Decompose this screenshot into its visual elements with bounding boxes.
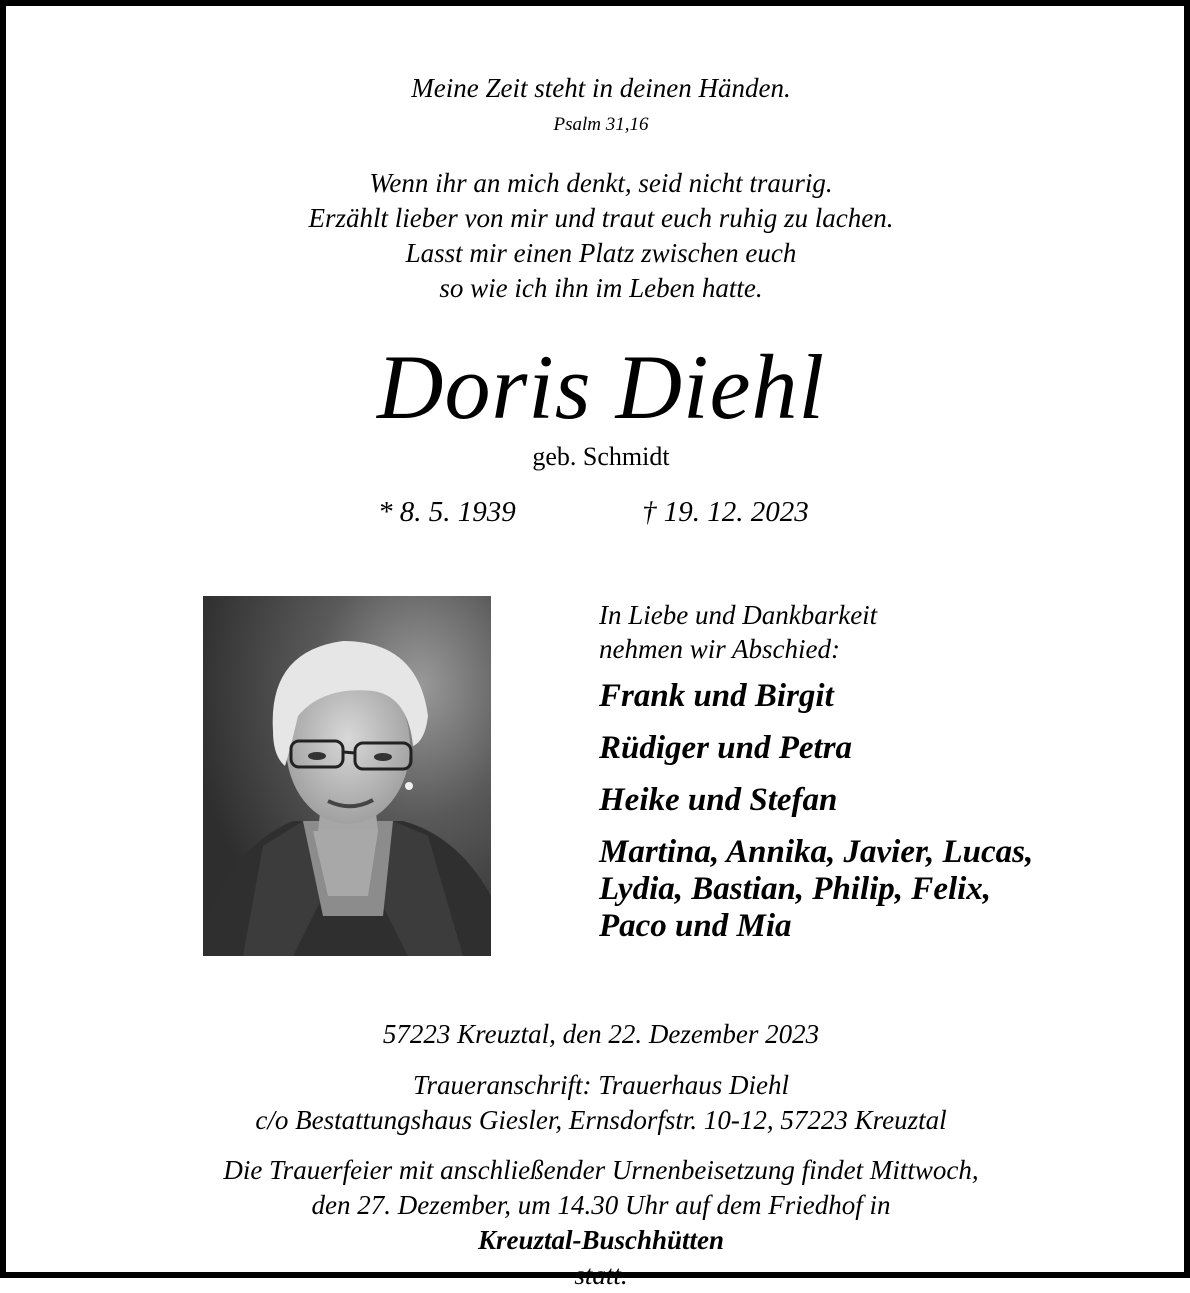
bible-verse: Meine Zeit steht in deinen Händen. [411,73,791,103]
poem-line: Erzählt lieber von mir und traut euch ruhig zu lachen. [308,203,894,233]
ceremony-text: statt. [574,1260,628,1290]
mourner-group [599,782,1033,819]
mourner-group [599,678,1033,715]
poem-line: Lasst mir einen Platz zwischen euch [405,238,797,268]
maiden-name: geb. Schmidt [532,442,670,471]
mourner-line: Rüdiger und Petra [599,730,853,766]
mourner-line: Lydia, Bastian, Philip, Felix, [599,871,992,907]
death-date: † 19. 12. 2023 [642,496,809,528]
mourner-group [599,834,1033,945]
poem-line: so wie ich ihn im Leben hatte. [439,273,763,303]
mourners-list [599,678,1033,960]
address-line: c/o Bestattungshaus Giesler, Ernsdorfstr. 10-12, 57223 Kreuztal [255,1105,947,1135]
portrait-illustration [203,596,491,956]
intro-line: nehmen wir Abschied: [599,634,840,664]
portrait-photo [203,596,491,956]
address-line: Traueranschrift: Trauerhaus Diehl [412,1070,790,1100]
place-and-date: 57223 Kreuztal, den 22. Dezember 2023 [382,1019,820,1049]
poem [6,166,1190,306]
intro-line: In Liebe und Dankbarkeit [599,600,878,630]
cemetery-name: Kreuztal-Buschhütten [477,1225,725,1255]
mourner-line: Frank und Birgit [599,678,834,714]
mourner-group [599,730,1033,767]
ceremony-text: den 27. Dezember, um 14.30 Uhr auf dem Friedhof in [311,1190,891,1220]
deceased-name: Doris Diehl [377,336,825,438]
ceremony-info [6,1153,1190,1293]
poem-line: Wenn ihr an mich denkt, seid nicht traurig. [369,168,833,198]
mourner-line: Paco und Mia [599,908,792,944]
ceremony-line: Die Trauerfeier mit anschließender Urnenbeisetzung findet Mittwoch, [223,1155,979,1185]
verse-source: Psalm 31,16 [553,114,649,135]
mourner-line: Heike und Stefan [599,782,838,818]
farewell-intro [599,598,877,666]
mourning-address [6,1068,1190,1138]
ceremony-line [6,1188,1190,1293]
birth-date: * 8. 5. 1939 [378,496,516,528]
mourner-line: Martina, Annika, Javier, Lucas, [599,834,1034,870]
